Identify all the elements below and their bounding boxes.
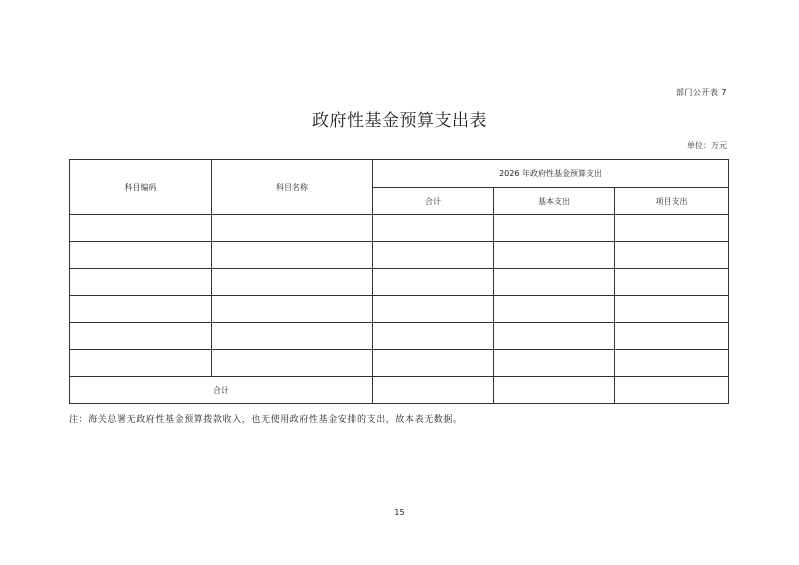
total-row-project [615,377,729,404]
cell-total [373,296,494,323]
header-basic-expenditure: 基本支出 [494,188,615,215]
table-footnote: 注：海关总署无政府性基金预算拨款收入，也无使用政府性基金安排的支出，故本表无数据。 [69,415,463,425]
cell-project [615,269,729,296]
table-header-row [70,160,729,188]
cell-code [70,215,212,242]
cell-total [373,269,494,296]
header-group-expenditure: 2026 年政府性基金预算支出 [373,160,729,188]
total-row-label: 合计 [70,377,373,404]
total-row-basic [494,377,615,404]
cell-basic [494,242,615,269]
table-total-row [70,377,729,404]
cell-total [373,350,494,377]
cell-code [70,242,212,269]
cell-name [212,296,373,323]
unit-label: 单位：万元 [687,141,727,150]
cell-project [615,215,729,242]
cell-code [70,323,212,350]
cell-project [615,323,729,350]
table-row [70,242,729,269]
table-number-label: 部门公开表 7 [675,88,727,97]
total-row-total [373,377,494,404]
budget-expenditure-table [69,159,729,404]
cell-basic [494,215,615,242]
cell-total [373,215,494,242]
table-row [70,215,729,242]
cell-project [615,350,729,377]
cell-name [212,269,373,296]
cell-name [212,350,373,377]
cell-basic [494,296,615,323]
header-subject-name: 科目名称 [212,160,373,215]
cell-total [373,242,494,269]
cell-code [70,350,212,377]
cell-code [70,269,212,296]
cell-name [212,242,373,269]
page-number: 15 [394,508,405,517]
table-row [70,350,729,377]
cell-project [615,296,729,323]
header-project-expenditure: 项目支出 [615,188,729,215]
cell-name [212,215,373,242]
header-subject-code: 科目编码 [70,160,212,215]
cell-total [373,323,494,350]
cell-basic [494,323,615,350]
table-row [70,323,729,350]
cell-code [70,296,212,323]
header-total: 合计 [373,188,494,215]
cell-name [212,323,373,350]
cell-project [615,242,729,269]
table-row [70,269,729,296]
page-title: 政府性基金预算支出表 [312,111,487,131]
cell-basic [494,269,615,296]
table-row [70,296,729,323]
cell-basic [494,350,615,377]
